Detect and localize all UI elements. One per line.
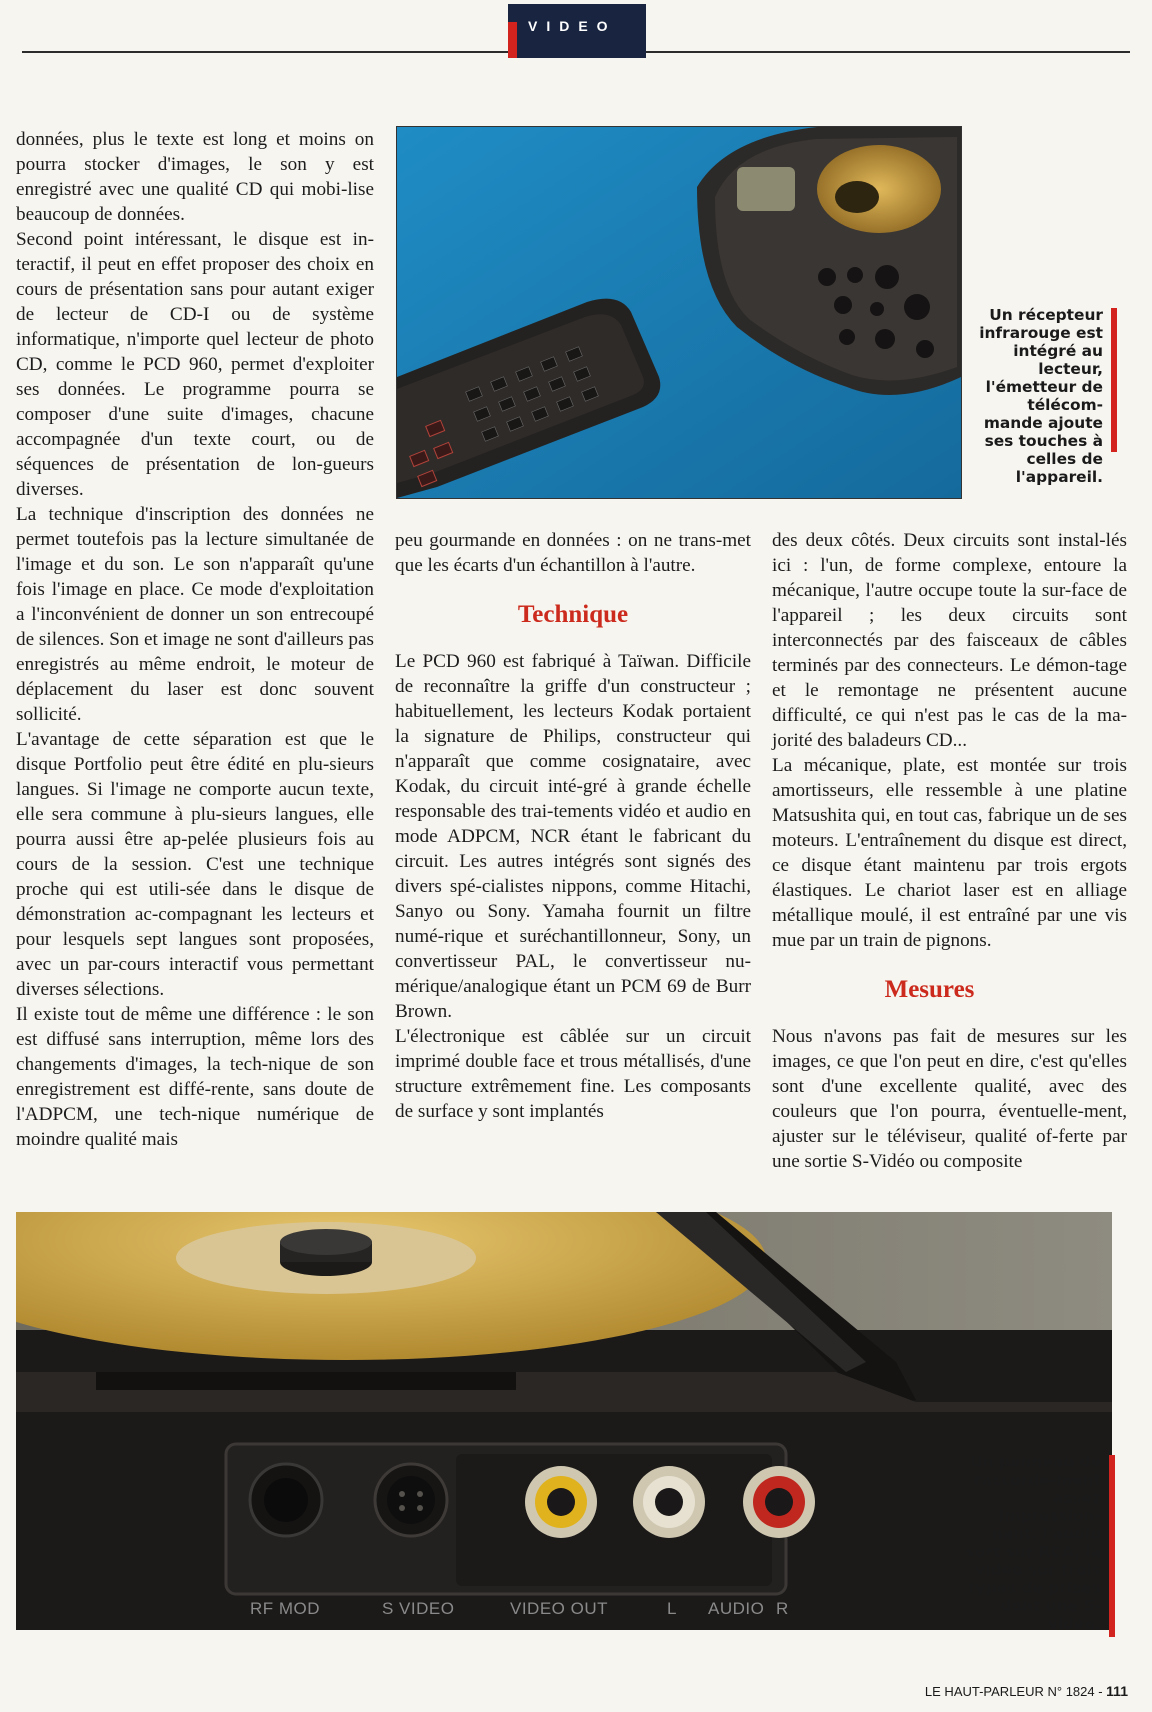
paragraph: L'électronique est câblée sur un circuit imprimé double face et trous métallisés, d'une structure extrêmement fine. Les composants de surface y sont implantés	[395, 1026, 751, 1122]
caption-panel	[960, 1453, 1101, 1633]
caption-text: Un panneau de raccorde-ment assez impression-nant, l'audio sort sur RCA, la vidéo sur trois types de prises dont une S-vidéo.	[965, 1453, 1101, 1633]
page-number: 111	[1106, 1683, 1128, 1699]
paragraph: des deux côtés. Deux circuits sont instal-lés ici : l'un, de forme complexe, entoure la mécanique, l'autre occupe toute la sur-face de l'appareil ; les deux circuits sont interconnectés par des faisceaux de câbles terminés par des connecteurs. Le démon-tage et le remontage ne présentent aucune difficulté, ce qui n'est pas le cas de la ma-jorité des baladeurs CD...	[772, 530, 1127, 751]
panel-label-rf-mod: RF MOD	[250, 1599, 321, 1618]
caption-accent-bar	[1109, 1455, 1115, 1637]
paragraph: Second point intéressant, le disque est in-teractif, il peut en effet proposer des choix en cours de présentation sans pour autant exiger de lecteur de CD-I ou de système informatique, n'importe quel lecteur de photo CD, comme le PCD 960, permet d'exploiter ses données. Le programme pourra se composer d'une suite d'images, chacune accompagnée d'un texte court, ou de séquences de présentation de lon-gueurs diverses.	[16, 229, 374, 500]
panel-label-s-video: S VIDEO	[382, 1599, 455, 1618]
paragraph: La mécanique, plate, est montée sur trois amortisseurs, elle ressemble à une platine Matsushita qui, en tout cas, fabrique un de ses moteurs. L'entraînement du disque est direct, ce disque étant maintenu par trois ergots élastiques. Le chariot laser est en alliage métallique moulé, il est entraîné par une vis mue par un train de pignons.	[772, 755, 1127, 951]
article-column-3	[772, 528, 1127, 1174]
panel-label-r: R	[776, 1599, 789, 1618]
photo-remote-control	[396, 126, 962, 499]
panel-label-audio: AUDIO	[708, 1599, 765, 1618]
panel-label-video-out: VIDEO OUT	[510, 1599, 609, 1618]
caption-text: Un récepteur infrarouge est intégré au lecteur, l'émetteur de télécom-mande ajoute ses touches à celles de l'appareil.	[979, 306, 1103, 486]
panel-label-l: L	[667, 1599, 677, 1618]
paragraph: La technique d'inscription des données ne permet toutefois pas la lecture simultanée de l'image et du son. Le son n'apparaît qu'une fois l'image en place. Ce mode d'exploitation a l'inconvénient de donner un son entrecoupé de silences. Son et image ne sont d'ailleurs pas enregistrés au même endroit, le moteur de déplacement du laser est donc souvent sollicité.	[16, 504, 374, 725]
section-heading-technique: Technique	[517, 601, 629, 628]
article-column-2	[395, 528, 751, 1124]
section-tab-accent	[508, 22, 517, 58]
article-column-1	[16, 127, 374, 1152]
paragraph: données, plus le texte est long et moins on pourra stocker d'images, le son y est enregistré avec une qualité CD qui mobi-lise beaucoup de données.	[16, 129, 374, 225]
paragraph: Nous n'avons pas fait de mesures sur les images, ce que l'on peut en dire, c'est qu'elles sont d'une excellente qualité, avec des couleurs que l'on pourra, éventuelle-ment, ajuster sur le téléviseur, qualité of-ferte par une sortie S-Vidéo ou composite	[772, 1026, 1127, 1172]
paragraph: Il existe tout de même une différence : le son est diffusé sans interruption, même lors des changements d'images, la tech-nique de son enregistrement est diffé-rente, sans doute de l'ADPCM, une tech-nique numérique de moindre qualité mais	[16, 1004, 374, 1150]
photo-connection-panel	[16, 1212, 1112, 1630]
caption-remote	[970, 306, 1103, 486]
paragraph: peu gourmande en données : on ne trans-met que les écarts d'un échantillon à l'autre.	[395, 530, 751, 576]
section-heading-mesures: Mesures	[884, 976, 975, 1003]
magazine-issue: LE HAUT-PARLEUR N° 1824 -	[924, 1684, 1107, 1699]
paragraph: L'avantage de cette séparation est que le disque Portfolio peut être édité en plu-sieurs langues. Si l'image ne comporte aucun texte, elle sera commune à plu-sieurs langues, elle pourra aussi être ap-pelée plusieurs fois au cours de la session. C'est une technique proche qui est utili-sée dans le disque de démonstration ac-compagnant les lecteurs et pour lesquels sept langues sont proposées, avec un par-cours interactif vous permettant diverses sélections.	[16, 729, 374, 1000]
paragraph: Le PCD 960 est fabriqué à Taïwan. Difficile de reconnaître la griffe d'un constructeur ; habituellement, les lecteurs Kodak portaient la signature de Philips, constructeur qui n'apparaît que comme cosignataire, avec Kodak, du circuit inté-gré à grande échelle responsable des trai-tements vidéo et audio en mode ADPCM, NCR étant le fabricant du circuit. Les autres intégrés sont signés des divers spé-cialistes nippons, comme Hitachi, Sanyo ou Sony. Yamaha fournit un filtre numé-rique et suréchantillonneur, Sony, un convertisseur PAL, le convertisseur nu-mérique/analogique étant un PCM 69 de Burr Brown.	[395, 651, 751, 1022]
caption-accent-bar	[1111, 308, 1117, 452]
page-footer	[925, 1683, 1128, 1699]
section-label: VIDEO	[528, 18, 617, 34]
